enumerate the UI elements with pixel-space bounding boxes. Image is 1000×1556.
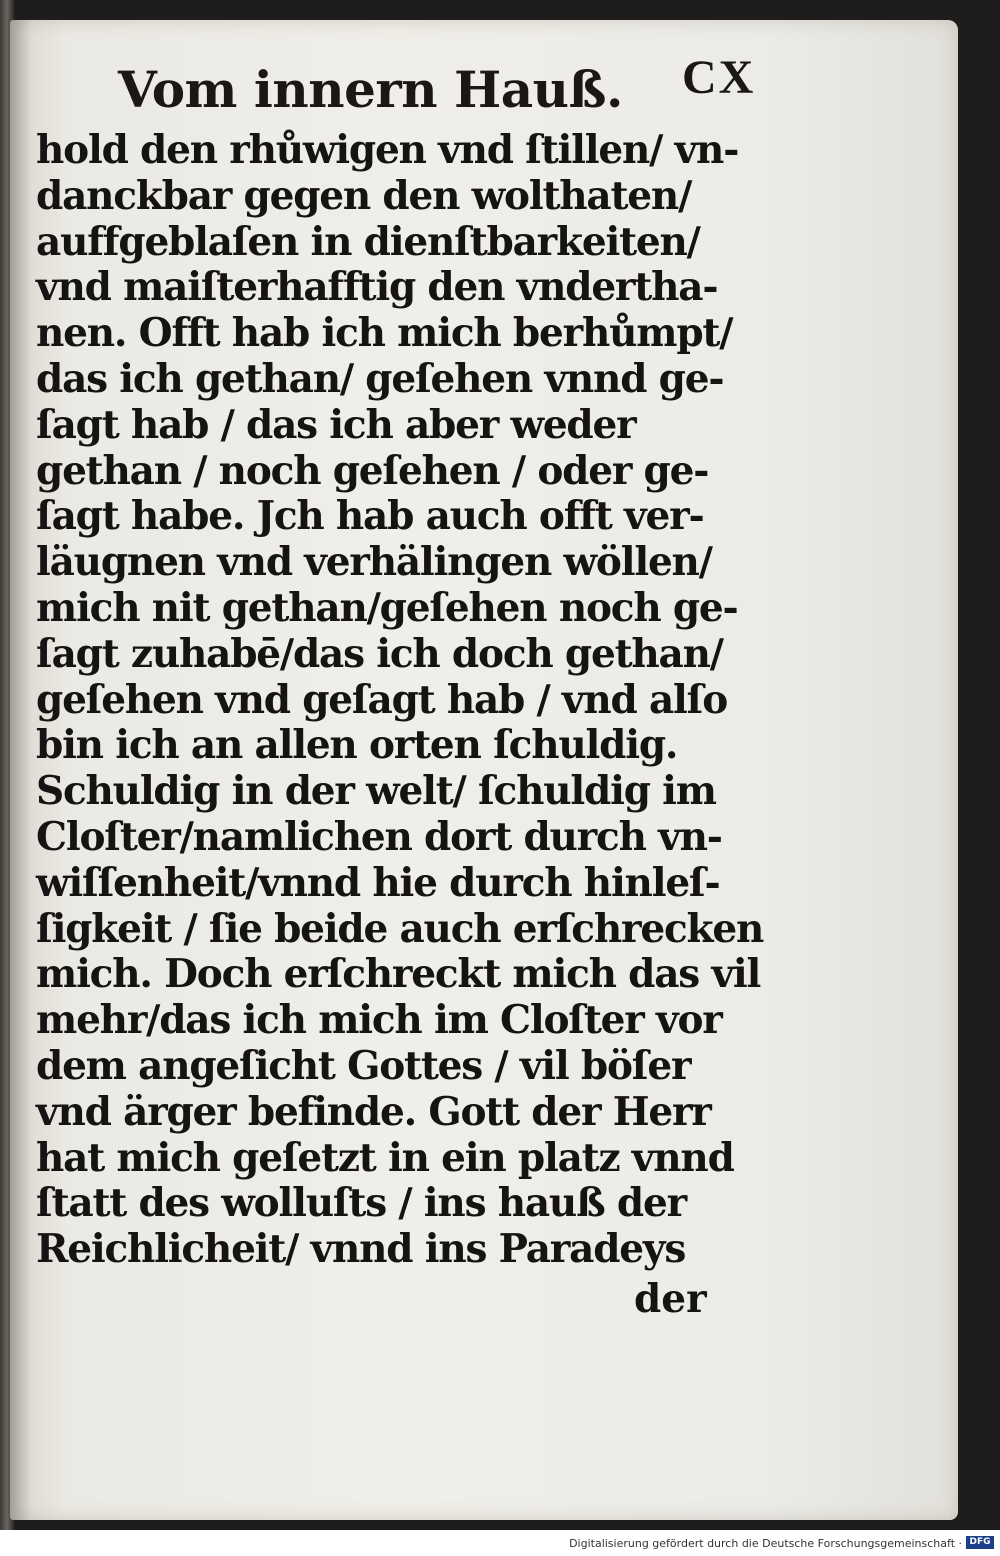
gutter-shadow [10,20,32,1520]
text-line: vnd ärger befinde. Gott der Herr [36,1088,711,1135]
text-line: mich nit gethan/geſehen noch ge‑ [36,584,738,631]
running-title: Vom innern Hauß. [118,60,623,119]
text-line: auffgeblaſen in dienſtbarkeiten/ [36,218,700,265]
text-line: gethan / noch geſehen / oder ge‑ [36,447,709,494]
text-line: läugnen vnd verhälingen wöllen/ [36,539,712,586]
text-line: mehr/das ich mich im Cloſter vor [36,997,722,1044]
text-line: ſagt habe. Jch hab auch offt ver‑ [36,493,704,540]
dfg-logo: DFG [966,1536,994,1549]
text-line: Reichlicheit/ vnnd ins Paradeys [36,1226,686,1273]
text-line: Schuldig in der welt/ ſchuldig im [36,768,716,815]
text-line: wiſſenheit/vnnd hie durch hinleſ‑ [36,859,720,906]
text-line: mich. Doch erſchreckt mich das vil [36,951,761,998]
folio-number: CX [682,51,756,104]
text-line: vnd maiſterhafftig den vndertha‑ [36,264,718,311]
text-line: dem angeſicht Gottes / vil böſer [36,1042,691,1089]
catchword: der [634,1276,707,1322]
body-text [36,127,764,1273]
text-line: bin ich an allen orten ſchuldig. [36,722,678,769]
text-line: ſagt hab / das ich aber weder [36,401,636,448]
text-line: ſigkeit / ſie beide auch erſchrecken [36,905,764,952]
footer-bar [0,1530,1000,1556]
text-line: geſehen vnd geſagt hab / vnd alſo [36,676,728,723]
text-line: nen. Offt hab ich mich berhůmpt/ [36,310,733,357]
text-line: Cloſter/namlichen dort durch vn‑ [36,813,722,860]
text-line: das ich gethan/ geſehen vnnd ge‑ [36,355,724,402]
text-line: hold den rhůwigen vnd ſtillen/ vn‑ [36,127,739,173]
text-line: danckbar gegen den wolthaten/ [36,172,692,219]
text-line: hat mich geſetzt in ein platz vnnd [36,1134,734,1181]
funding-credit: Digitalisierung gefördert durch die Deutsche Forschungsgemeinschaft · [569,1537,962,1550]
text-line: ſagt zuhabē/das ich doch gethan/ [36,630,723,677]
text-line: ſtatt des wolluſts / ins hauß der [36,1180,686,1227]
